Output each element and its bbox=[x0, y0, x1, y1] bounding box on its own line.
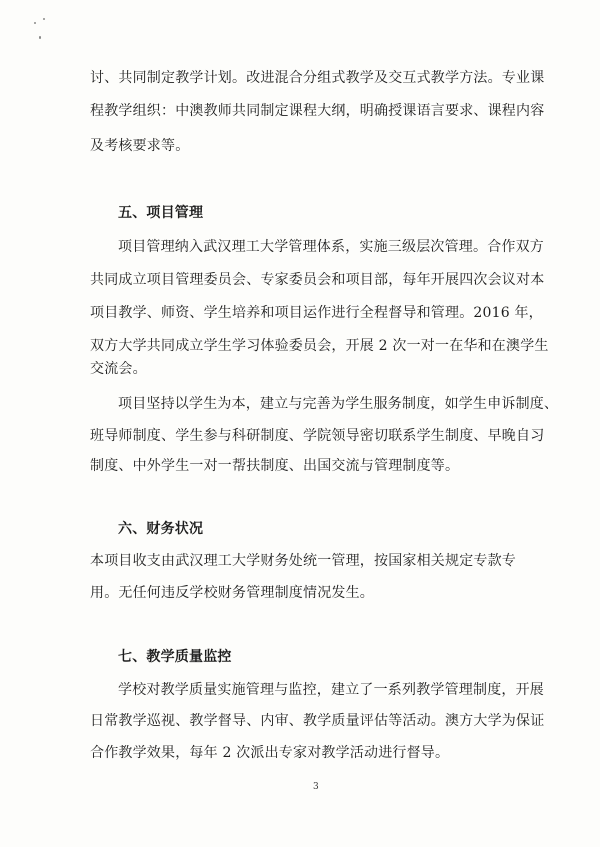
page-number: 3 bbox=[313, 782, 319, 792]
speck bbox=[34, 22, 36, 24]
text-line: 双方大学共同成立学生学习体验委员会，开展 2 次一对一在华和在澳学生 bbox=[90, 338, 549, 354]
text-line: 日常教学巡视、教学督导、内审、教学质量评估等活动。澳方大学为保证 bbox=[90, 713, 545, 729]
text-line: 学校对教学质量实施管理与监控，建立了一系列教学管理制度，开展 bbox=[118, 682, 544, 698]
text-line: 交流会。 bbox=[90, 361, 147, 377]
text-line: 制度、中外学生一对一帮扶制度、出国交流与管理制度等。 bbox=[90, 458, 460, 474]
text-line: 项目教学、师资、学生培养和项目运作进行全程督导和管理。2016 年， bbox=[90, 305, 543, 321]
text-line: 讨、共同制定教学计划。改进混合分组式教学及交互式教学方法。专业课 bbox=[90, 70, 545, 86]
text-line: 用。无任何违反学校财务管理制度情况发生。 bbox=[90, 585, 374, 601]
text-line: 合作教学效果，每年 2 次派出专家对教学活动进行督导。 bbox=[90, 745, 450, 761]
scan-specks bbox=[34, 14, 74, 54]
section-heading: 六、财务状况 bbox=[118, 521, 204, 537]
section-heading: 七、教学质量监控 bbox=[118, 649, 232, 665]
speck bbox=[39, 36, 41, 39]
text-line: 班导师制度、学生参与科研制度、学院领导密切联系学生制度、早晚自习 bbox=[90, 428, 545, 444]
text-line: 共同成立项目管理委员会、专家委员会和项目部，每年开展四次会议对本 bbox=[90, 272, 545, 288]
section-heading: 五、项目管理 bbox=[118, 205, 204, 221]
text-line: 项目管理纳入武汉理工大学管理体系，实施三级层次管理。合作双方 bbox=[118, 239, 544, 255]
text-line: 本项目收支由武汉理工大学财务处统一管理，按国家相关规定专款专 bbox=[90, 553, 516, 569]
speck bbox=[43, 18, 45, 20]
text-line: 及考核要求等。 bbox=[90, 138, 190, 154]
text-line: 程教学组织：中澳教师共同制定课程大纲，明确授课语言要求、课程内容 bbox=[90, 103, 545, 119]
text-line: 项目坚持以学生为本，建立与完善为学生服务制度，如学生申诉制度、 bbox=[118, 396, 559, 412]
